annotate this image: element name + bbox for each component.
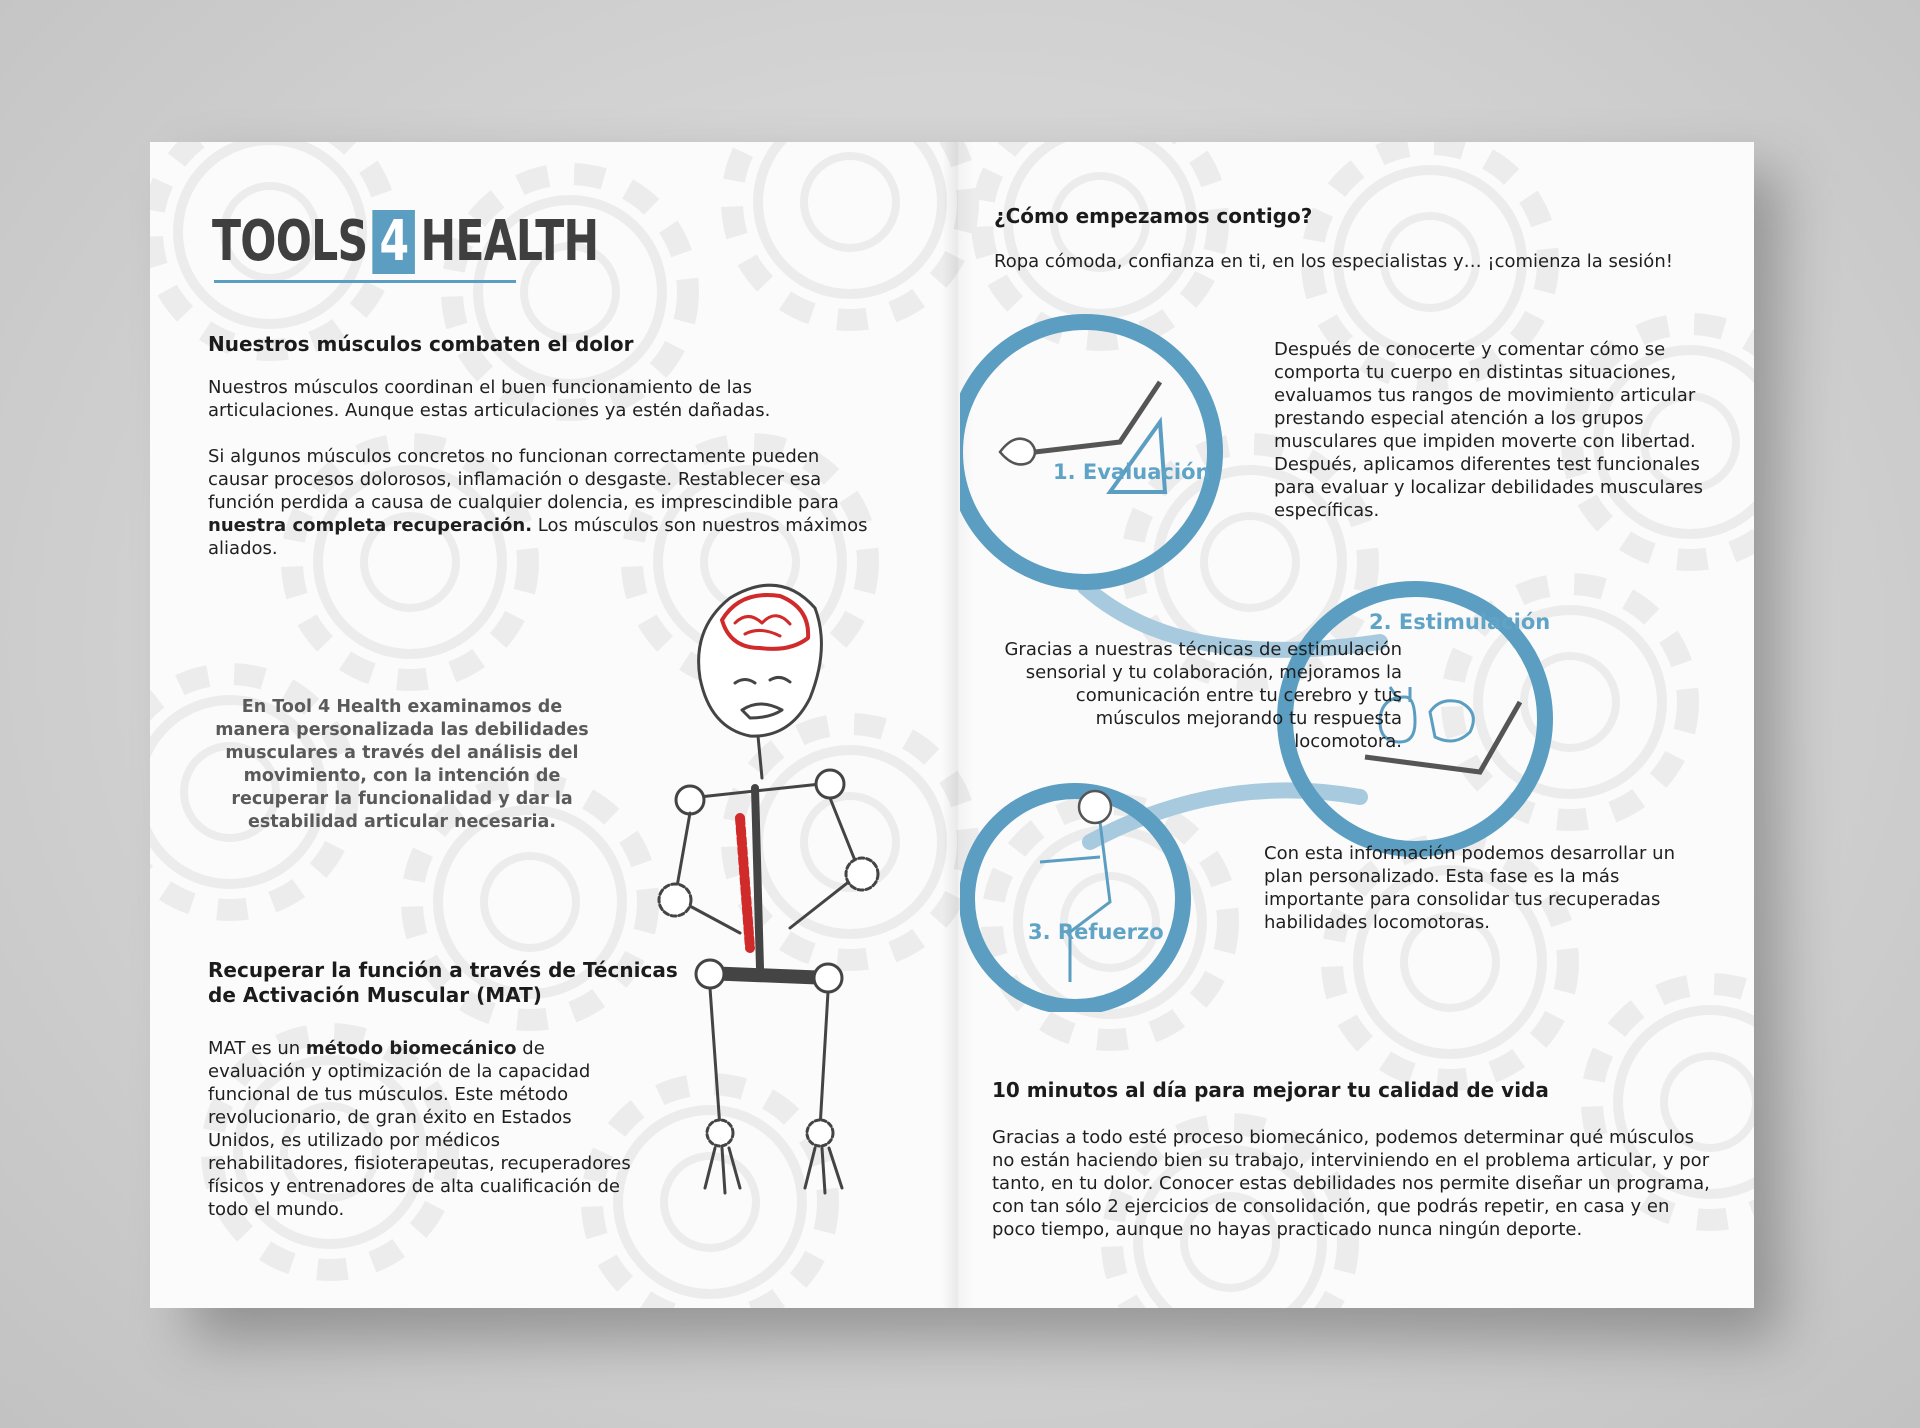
paragraph-muscles-1: Nuestros músculos coordinan el buen funcionamiento de las articulaciones. Aunque estas articulaciones ya estén dañadas. — [208, 377, 771, 421]
step-1-label: 1. Evaluación — [1053, 460, 1211, 484]
logo-number: 4 — [373, 210, 416, 274]
right-page-title: ¿Cómo empezamos contigo? — [994, 204, 1313, 228]
logo-word-health: HEALTH — [420, 209, 599, 274]
paragraph-muscles-2 — [208, 445, 868, 560]
pull-quote: En Tool 4 Health examinamos de manera personalizada las debilidades musculares a través del análisis del movimiento, con la intención de recuperar la funcionalidad y dar la estabilidad articular necesaria. — [215, 697, 589, 832]
step-3-circle — [967, 791, 1183, 1007]
paragraph-mat-bold: método biomecánico — [305, 1038, 517, 1059]
step-1-text: Después de conocerte y comentar cómo se comporta tu cuerpo en distintas situaciones, evaluamos tus rangos de movimiento articular prestando especial atención a los grupos musculares que impiden moverte con libertad. Después, aplicamos diferentes test funcionales para evaluar y localizar debilidades musculares específicas. — [1274, 339, 1703, 521]
section-title-muscles: Nuestros músculos combaten el dolor — [208, 332, 634, 356]
step-1-circle — [960, 322, 1215, 582]
robot-figure-illustration — [630, 568, 960, 1208]
paragraph-mat — [208, 1037, 638, 1221]
paragraph-muscles-2-end: Los músculos son nuestros máximos aliados. — [208, 515, 868, 559]
step-2-label: 2. Estimulación — [1369, 610, 1551, 634]
section-muscles-body — [208, 376, 868, 560]
right-page-intro: Ropa cómoda, confianza en ti, en los especialistas y… ¡comienza la sesión! — [994, 251, 1673, 272]
brochure-spread — [150, 142, 1754, 1308]
evaluation-icon — [1000, 382, 1160, 464]
logo-underline — [214, 280, 516, 283]
paragraph-muscles-2-bold: nuestra completa recuperación. — [208, 515, 533, 536]
paragraph-mat-start: MAT es un — [208, 1038, 306, 1059]
paragraph-mat-end: de evaluación y optimización de la capacidad funcional de tus músculos. Este método revolucionario, de gran éxito en Estados Unidos, es utilizado por médicos rehabilitadores, fisioterapeutas, recuperadores físicos y entrenadores de alta cualificación de todo el mundo. — [208, 1038, 631, 1220]
paragraph-muscles-2-start: Si algunos músculos concretos no funcionan correctamente pueden causar procesos dolorosos, inflamación o desgaste. Restablecer esa función perdida a causa de cualquier dolencia, es imprescindible para — [208, 446, 839, 513]
section-title-10-minutes: 10 minutos al día para mejorar tu calidad de vida — [992, 1078, 1549, 1102]
logo-word-tools: TOOLS — [212, 209, 368, 274]
paragraph-10-minutes: Gracias a todo esté proceso biomecánico, podemos determinar qué músculos no están haciendo bien su trabajo, interviniendo en el problema articular, y por tanto, en tu dolor. Conocer estas debilidades nos permite diseñar un programa, con tan sólo 2 ejercicios de consolidación, que podrás repetir, en casa y en poco tiempo, aunque no hayas practicado nunca ningún deporte. — [992, 1127, 1710, 1240]
section-title-mat: Recuperar la función a través de Técnicas de Activación Muscular (MAT) — [208, 958, 678, 1007]
step-3-text: Con esta información podemos desarrollar un plan personalizado. Esta fase es la más importante para consolidar tus recuperadas habilidades locomotoras. — [1264, 843, 1675, 933]
step-2-text: Gracias a nuestras técnicas de estimulación sensorial y tu colaboración, mejoramos la comunicación entre tu cerebro y tus músculos mejorando tu respuesta locomotora. — [1004, 639, 1402, 752]
brand-logo — [212, 209, 599, 292]
step-3-label: 3. Refuerzo — [1028, 920, 1164, 944]
